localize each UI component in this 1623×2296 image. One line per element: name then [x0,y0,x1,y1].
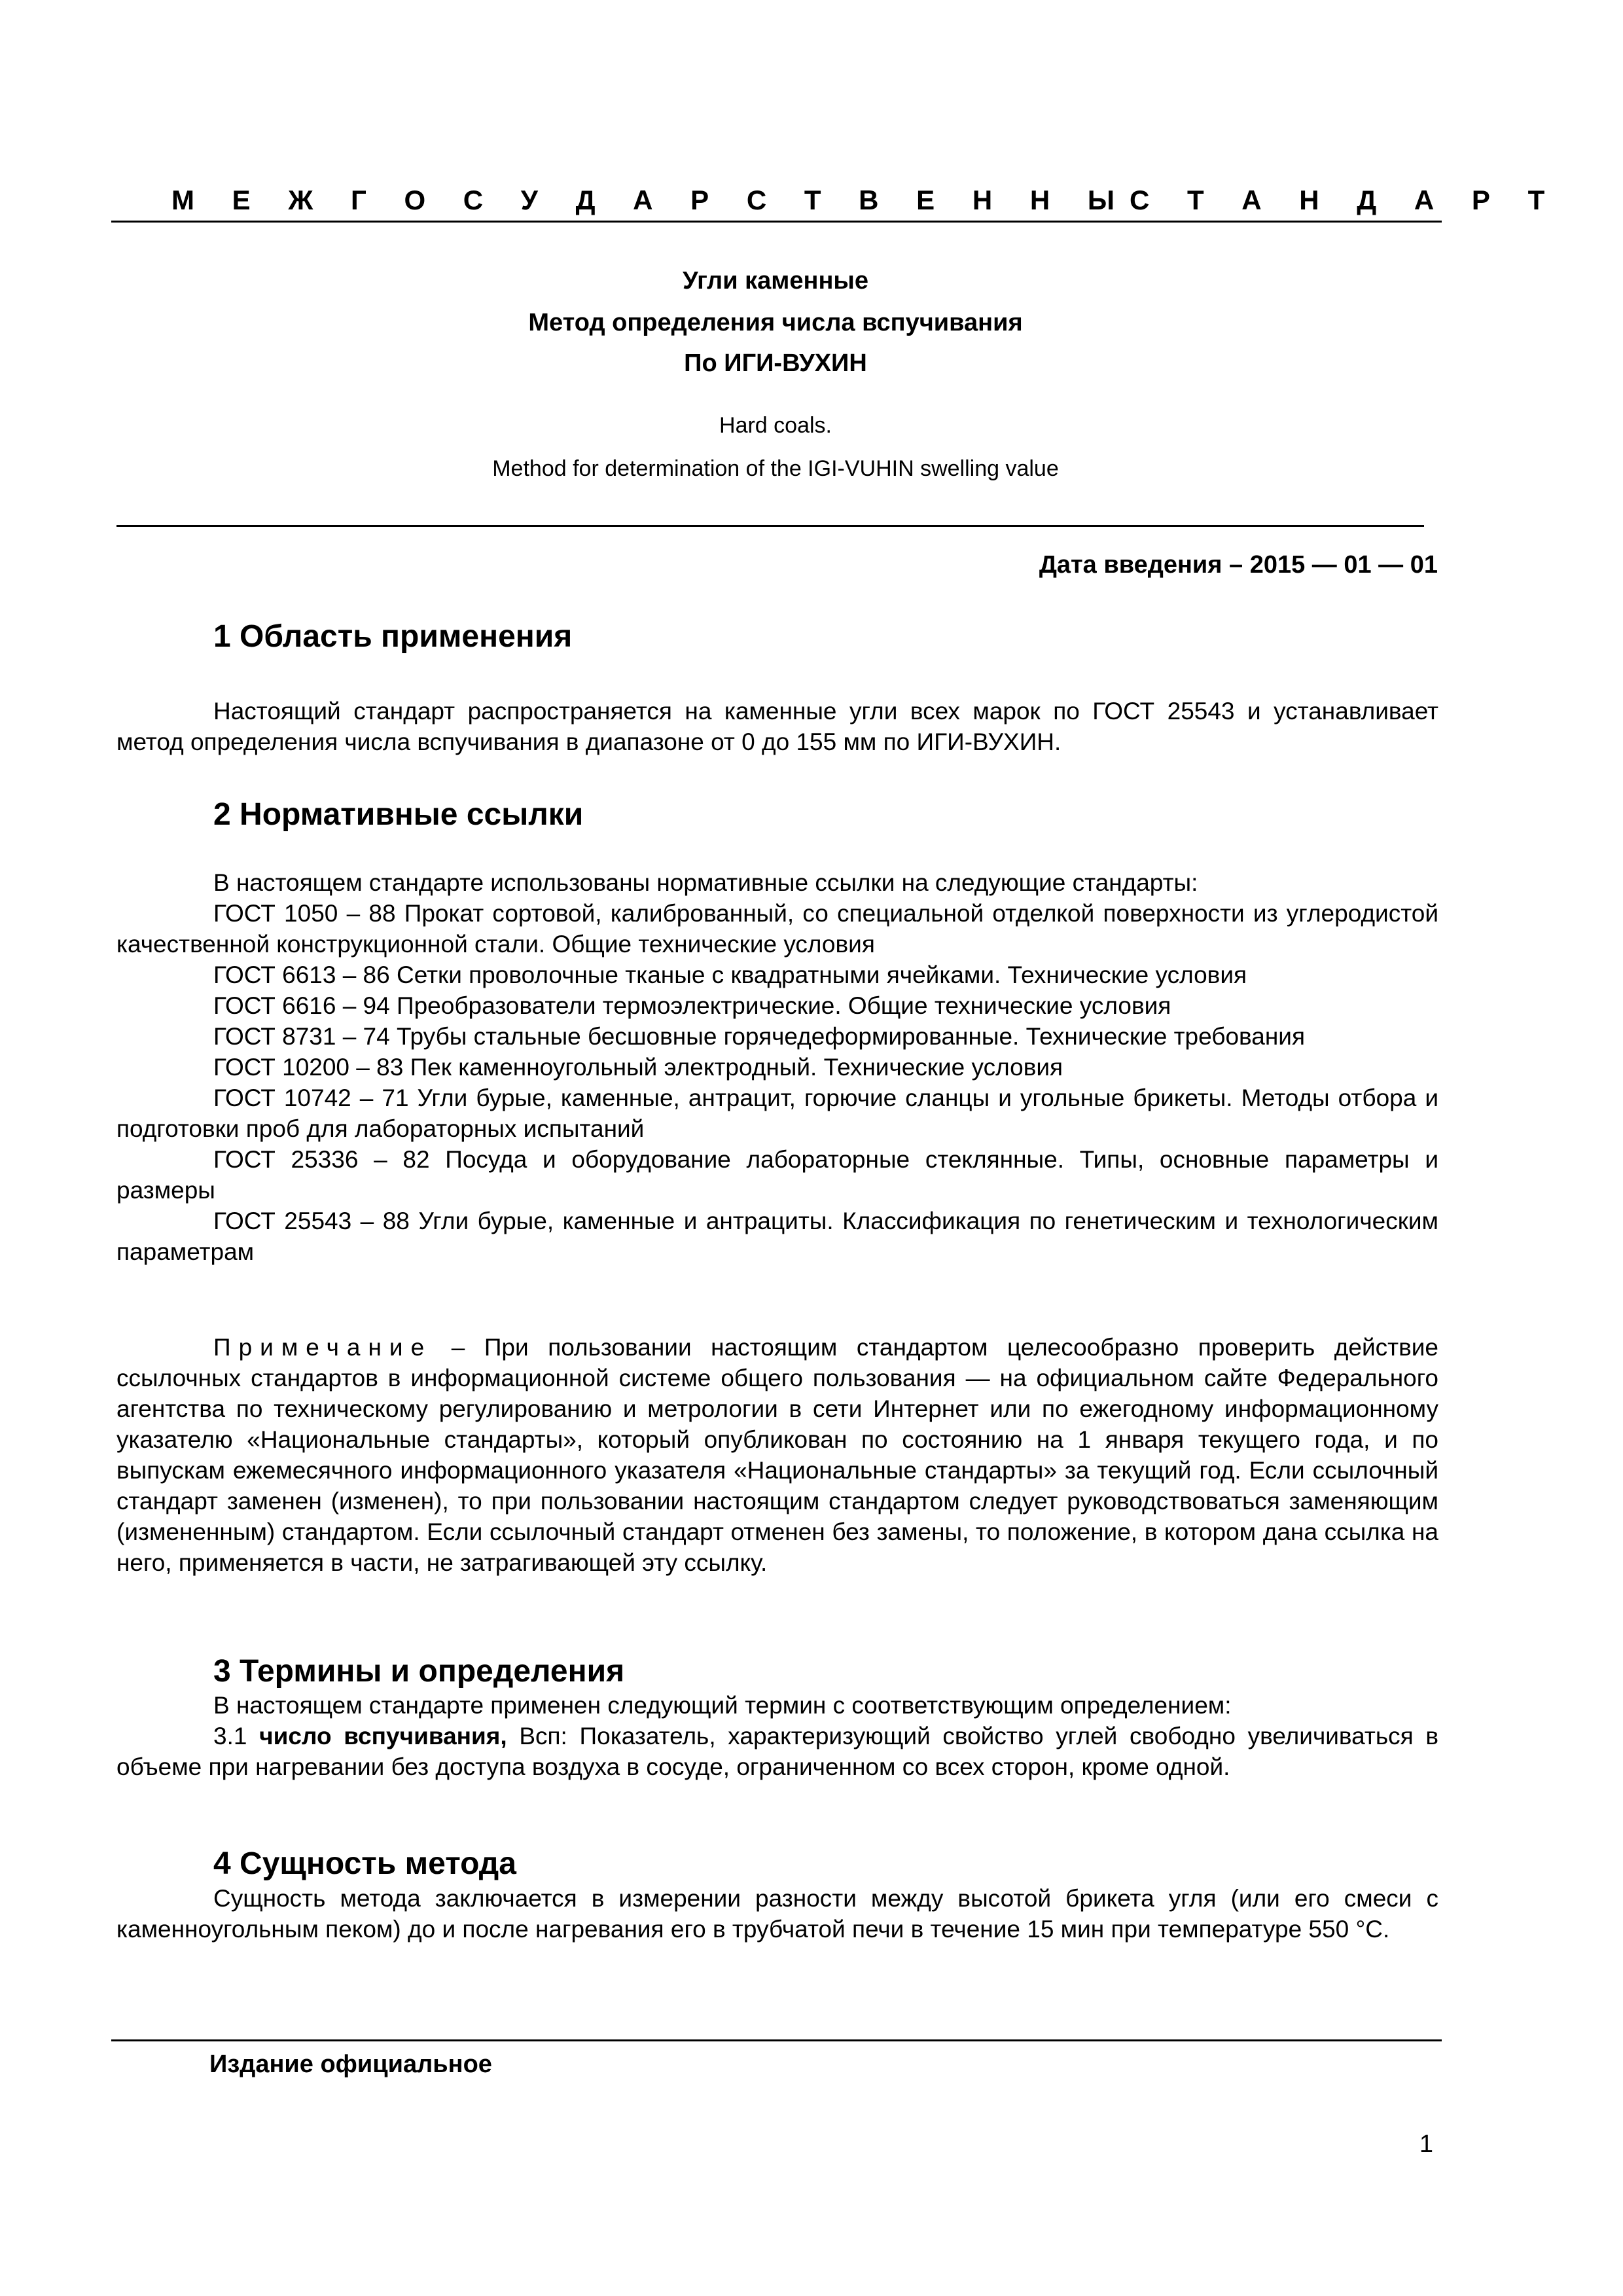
title-block [111,265,1440,484]
introduction-date: Дата введения – 2015 — 01 — 01 [1039,551,1438,579]
section-1-heading: 1 Область применения [213,619,573,654]
section-4-body [116,1883,1438,1945]
title-line-2: Метод определения числа вспучивания [528,309,1023,336]
reference-item: ГОСТ 6616 – 94 Преобразователи термоэлектрические. Общие технические условия [213,992,1171,1019]
footer-rule [111,2039,1442,2041]
title-line-3: По ИГИ-ВУХИН [684,350,867,377]
official-edition-label: Издание официальное [209,2051,492,2078]
section-4-text: Сущность метода заключается в измерении разности между высотой брикета угля (или его смеси с каменноугольным пеком) до и после нагревания его в трубчатой печи в течение 15 мин при температуре 550 °С. [116,1885,1438,1943]
reference-item: ГОСТ 10742 – 71 Угли бурые, каменные, антрацит, горючие сланцы и угольные брикеты. Методы отбора и подготовки проб для лабораторных испытаний [116,1085,1438,1142]
reference-item: ГОСТ 25336 – 82 Посуда и оборудование лабораторные стеклянные. Типы, основные параметры и размеры [116,1146,1438,1204]
section-1-body [116,696,1438,757]
title-en-line-1: Hard coals. [719,413,832,438]
reference-item: ГОСТ 1050 – 88 Прокат сортовой, калиброванный, со специальной отделкой поверхности из углеродистой качественной конструкционной стали. Общие технические условия [116,900,1438,958]
title-line-1: Угли каменные [682,267,869,295]
standard-header [171,185,1560,216]
section-3-heading: 3 Термины и определения [213,1654,625,1689]
reference-item: ГОСТ 10200 – 83 Пек каменноугольный электродный. Технические условия [213,1054,1063,1081]
title-en-line-2: Method for determination of the IGI-VUHIN swelling value [492,456,1059,481]
section-3-body [116,1690,1438,1782]
section-1-text: Настоящий стандарт распространяется на каменные угли всех марок по ГОСТ 25543 и устанавливает метод определения числа вспучивания в диапазоне от 0 до 155 мм по ИГИ-ВУХИН. [116,698,1438,755]
term-definition: Всп: Показатель, характеризующий свойство углей свободно увеличиваться в объеме при нагревании без доступа воздуха в сосуде, ограниченном со всех сторон, кроме одной. [116,1723,1439,1780]
reference-item: ГОСТ 8731 – 74 Трубы стальные бесшовные горячедеформированные. Технические требования [213,1023,1305,1050]
note-text: – При пользовании настоящим стандартом целесообразно проверить действие ссылочных стандартов в информационной системе общего пользования — на официальном сайте Федерального агентства по техническому регулированию и метрологии в сети Интернет или по ежегодному информационному указателю «Национальные стандарты», который опубликован по состоянию на 1 января текущего года, и по выпускам ежемесячного информационного указателя «Национальные стандарты» за текущий год. Если ссылочный стандарт заменен (изменен), то при пользовании настоящим стандартом следует руководствоваться заменяющим (измененным) стандартом. Если ссылочный стандарт отменен без замены, то положение, в котором дана ссылка на него, применяется в части, не затрагивающей эту ссылку. [116,1334,1438,1576]
section-2-body [116,867,1438,1267]
section-2-heading: 2 Нормативные ссылки [213,797,584,832]
term-number: 3.1 [213,1723,247,1749]
standard-header-word2: С Т А Н Д А Р Т [1129,185,1560,215]
page-number: 1 [1419,2130,1433,2158]
reference-item: ГОСТ 6613 – 86 Сетки проволочные тканые с квадратными ячейками. Технические условия [213,961,1247,988]
term-name: число вспучивания, [259,1723,507,1749]
section-2-note [116,1332,1438,1578]
title-rule [116,525,1424,527]
standard-header-word1: М Е Ж Г О С У Д А Р С Т В Е Н Н Ы [171,185,1130,215]
header-rule [111,221,1442,223]
section-3-intro: В настоящем стандарте применен следующий термин с соответствующим определением: [213,1692,1232,1719]
section-2-intro: В настоящем стандарте использованы нормативные ссылки на следующие стандарты: [213,869,1198,896]
reference-item: ГОСТ 25543 – 88 Угли бурые, каменные и антрациты. Классификация по генетическим и технологическим параметрам [116,1208,1438,1265]
section-4-heading: 4 Сущность метода [213,1846,516,1881]
note-label: Примечание [213,1334,433,1361]
